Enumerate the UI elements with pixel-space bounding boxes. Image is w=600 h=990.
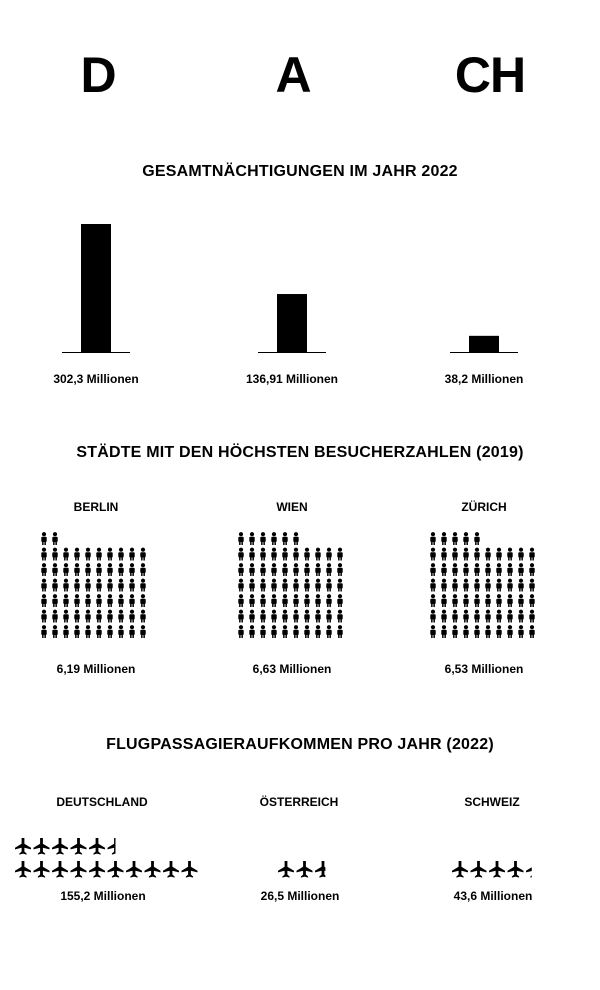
person-icon [74, 625, 79, 638]
person-icon [107, 548, 112, 561]
airplane-icon [108, 861, 124, 878]
person-icon [107, 563, 112, 576]
person-icon [430, 532, 435, 545]
person-icon [496, 548, 501, 561]
person-icon [507, 610, 512, 623]
plane-group-schweiz [452, 861, 542, 878]
person-icon [326, 625, 331, 638]
person-icon [238, 548, 243, 561]
person-icon [518, 610, 523, 623]
person-icon [474, 548, 479, 561]
person-icon [260, 532, 265, 545]
person-icon [140, 548, 145, 561]
airplane-icon [297, 861, 313, 878]
bar-ch [469, 336, 499, 352]
person-icon [441, 594, 446, 607]
person-icon [315, 579, 320, 592]
person-icon [304, 610, 309, 623]
bar-value-label-a: 136,91 Millionen [245, 372, 339, 386]
city-visitors-title: STÄDTE MIT DEN HÖCHSTEN BESUCHERZAHLEN (2019) [76, 444, 524, 461]
airplane-icon [471, 861, 487, 878]
person-icon [74, 548, 79, 561]
person-icon [496, 625, 501, 638]
person-icon [140, 579, 145, 592]
person-icon [507, 579, 512, 592]
person-icon [452, 548, 457, 561]
person-icon [293, 579, 298, 592]
person-icon [129, 563, 134, 576]
person-icon [518, 563, 523, 576]
person-icon [118, 610, 123, 623]
airplane-icon [89, 861, 105, 878]
person-icon [337, 548, 342, 561]
person-icon [96, 579, 101, 592]
person-icon [282, 532, 287, 545]
overnight-stays-title: GESAMTNÄCHTIGUNGEN IM JAHR 2022 [142, 163, 458, 180]
person-icon [326, 610, 331, 623]
person-icon [41, 594, 46, 607]
person-icon [441, 548, 446, 561]
person-icon [474, 579, 479, 592]
person-icon [507, 594, 512, 607]
flight-value-label-deutschland: 155,2 Millionen [60, 889, 146, 903]
person-icon [129, 548, 134, 561]
person-icon [271, 594, 276, 607]
person-icon [52, 563, 57, 576]
person-icon [271, 548, 276, 561]
person-icon [52, 579, 57, 592]
person-icon [74, 610, 79, 623]
airplane-icon [15, 861, 31, 878]
flight-value-label-schweiz: 43,6 Millionen [453, 889, 533, 903]
person-icon [315, 548, 320, 561]
city-value-label-zurich: 6,53 Millionen [444, 662, 524, 676]
person-icon [63, 610, 68, 623]
person-icon [85, 594, 90, 607]
person-icon [85, 610, 90, 623]
airplane-icon [489, 861, 505, 878]
person-icon [304, 548, 309, 561]
bar-a [277, 294, 307, 352]
country-heading-a: A [275, 47, 311, 103]
plane-group-österreich [278, 861, 331, 878]
person-icon [452, 625, 457, 638]
person-icon [518, 548, 523, 561]
airplane-icon [508, 861, 524, 878]
person-icon [96, 610, 101, 623]
person-icon [249, 625, 254, 638]
person-icon [337, 579, 342, 592]
person-icon [304, 625, 309, 638]
person-icon [507, 563, 512, 576]
airplane-icon [52, 861, 68, 878]
airplane-icon [163, 861, 179, 878]
person-icon [474, 532, 479, 545]
person-icon [41, 579, 46, 592]
bar-d [81, 224, 111, 352]
airplane-icon [15, 838, 31, 855]
person-icon [238, 532, 243, 545]
person-icon [452, 563, 457, 576]
person-icon [52, 610, 57, 623]
person-icon [52, 548, 57, 561]
person-icon [118, 594, 123, 607]
people-group-wien [238, 532, 342, 638]
person-icon [518, 625, 523, 638]
person-icon [107, 594, 112, 607]
person-icon [260, 563, 265, 576]
person-icon [107, 579, 112, 592]
person-icon [485, 579, 490, 592]
country-heading-ch: CH [454, 47, 526, 103]
people-group-zürich [430, 532, 534, 638]
person-icon [529, 579, 534, 592]
person-icon [260, 594, 265, 607]
person-icon [107, 625, 112, 638]
person-icon [41, 563, 46, 576]
person-icon [271, 610, 276, 623]
person-icon [63, 548, 68, 561]
city-label-zurich: ZÜRICH [461, 500, 507, 514]
person-icon [326, 579, 331, 592]
person-icon [293, 610, 298, 623]
airplane-icon [71, 838, 87, 855]
person-icon [41, 548, 46, 561]
person-icon [238, 563, 243, 576]
person-icon [107, 610, 112, 623]
person-icon [271, 563, 276, 576]
person-icon [507, 548, 512, 561]
person-icon [452, 594, 457, 607]
person-icon [85, 579, 90, 592]
person-icon [463, 625, 468, 638]
person-icon [293, 594, 298, 607]
person-icon [260, 579, 265, 592]
person-icon [463, 563, 468, 576]
person-icon [260, 625, 265, 638]
person-icon [496, 563, 501, 576]
person-icon [96, 594, 101, 607]
airplane-icon [71, 861, 87, 878]
airplane-icon [52, 838, 68, 855]
person-icon [129, 594, 134, 607]
person-icon [430, 563, 435, 576]
person-icon [52, 625, 57, 638]
city-visitors-pictogram [0, 532, 600, 657]
person-icon [452, 532, 457, 545]
person-icon [238, 579, 243, 592]
country-label-deutschland: DEUTSCHLAND [56, 795, 148, 809]
overnight-stays-bar-chart [0, 210, 600, 370]
person-icon [249, 563, 254, 576]
airplane-icon [126, 861, 142, 878]
person-icon [430, 594, 435, 607]
person-icon [63, 563, 68, 576]
person-icon [441, 579, 446, 592]
person-icon [304, 563, 309, 576]
person-icon [474, 610, 479, 623]
person-icon [529, 610, 534, 623]
person-icon [463, 610, 468, 623]
person-icon [118, 579, 123, 592]
person-icon [315, 610, 320, 623]
person-icon [304, 594, 309, 607]
flight-value-label-oesterreich: 26,5 Millionen [260, 889, 340, 903]
person-icon [463, 532, 468, 545]
person-icon [63, 625, 68, 638]
flight-passengers-title: FLUGPASSAGIERAUFKOMMEN PRO JAHR (2022) [106, 736, 494, 753]
person-icon [315, 625, 320, 638]
person-icon [85, 563, 90, 576]
person-icon [238, 594, 243, 607]
person-icon [518, 579, 523, 592]
person-icon [293, 532, 298, 545]
airplane-icon [182, 861, 198, 878]
person-icon [315, 563, 320, 576]
person-icon [249, 579, 254, 592]
airplane-icon [34, 861, 50, 878]
airplane-icon [145, 861, 161, 878]
person-icon [41, 625, 46, 638]
city-label-berlin: BERLIN [73, 500, 119, 514]
person-icon [63, 594, 68, 607]
country-label-schweiz: SCHWEIZ [464, 795, 520, 809]
person-icon [249, 610, 254, 623]
person-icon [249, 532, 254, 545]
person-icon [496, 594, 501, 607]
airplane-icon [315, 861, 331, 878]
person-icon [140, 594, 145, 607]
person-icon [140, 563, 145, 576]
city-value-label-berlin: 6,19 Millionen [56, 662, 136, 676]
person-icon [315, 594, 320, 607]
city-value-label-wien: 6,63 Millionen [252, 662, 332, 676]
person-icon [282, 625, 287, 638]
person-icon [474, 563, 479, 576]
person-icon [271, 532, 276, 545]
person-icon [140, 625, 145, 638]
person-icon [249, 548, 254, 561]
person-icon [485, 625, 490, 638]
person-icon [337, 594, 342, 607]
person-icon [496, 579, 501, 592]
person-icon [52, 532, 57, 545]
person-icon [63, 579, 68, 592]
person-icon [260, 610, 265, 623]
person-icon [441, 625, 446, 638]
airplane-icon [452, 861, 468, 878]
flight-passengers-pictogram [0, 834, 600, 884]
person-icon [52, 594, 57, 607]
airplane-icon [526, 861, 542, 878]
person-icon [430, 579, 435, 592]
person-icon [474, 594, 479, 607]
person-icon [293, 625, 298, 638]
person-icon [326, 563, 331, 576]
person-icon [140, 610, 145, 623]
city-label-wien: WIEN [276, 500, 308, 514]
bar-value-label-d: 302,3 Millionen [53, 372, 139, 386]
person-icon [529, 563, 534, 576]
person-icon [518, 594, 523, 607]
person-icon [441, 610, 446, 623]
person-icon [74, 594, 79, 607]
person-icon [282, 548, 287, 561]
person-icon [507, 625, 512, 638]
person-icon [463, 579, 468, 592]
person-icon [96, 563, 101, 576]
person-icon [304, 579, 309, 592]
person-icon [118, 548, 123, 561]
person-icon [238, 625, 243, 638]
airplane-icon [89, 838, 105, 855]
person-icon [282, 579, 287, 592]
person-icon [337, 610, 342, 623]
airplane-icon [34, 838, 50, 855]
person-icon [129, 579, 134, 592]
country-heading-d: D [80, 47, 116, 103]
person-icon [271, 625, 276, 638]
person-icon [129, 625, 134, 638]
person-icon [293, 563, 298, 576]
person-icon [282, 563, 287, 576]
person-icon [41, 532, 46, 545]
people-group-berlin [41, 532, 145, 638]
person-icon [441, 563, 446, 576]
person-icon [430, 548, 435, 561]
airplane-icon [108, 838, 124, 855]
person-icon [337, 625, 342, 638]
person-icon [496, 610, 501, 623]
person-icon [74, 563, 79, 576]
person-icon [326, 548, 331, 561]
airplane-icon [278, 861, 294, 878]
person-icon [96, 548, 101, 561]
person-icon [85, 548, 90, 561]
person-icon [485, 563, 490, 576]
person-icon [452, 579, 457, 592]
person-icon [41, 610, 46, 623]
person-icon [118, 563, 123, 576]
person-icon [249, 594, 254, 607]
person-icon [293, 548, 298, 561]
person-icon [474, 625, 479, 638]
person-icon [463, 594, 468, 607]
person-icon [452, 610, 457, 623]
person-icon [118, 625, 123, 638]
person-icon [271, 579, 276, 592]
person-icon [441, 532, 446, 545]
plane-group-deutschland [15, 838, 198, 878]
person-icon [337, 563, 342, 576]
person-icon [238, 610, 243, 623]
person-icon [463, 548, 468, 561]
person-icon [430, 610, 435, 623]
country-label-oesterreich: ÖSTERREICH [259, 795, 339, 809]
person-icon [326, 594, 331, 607]
bar-value-label-ch: 38,2 Millionen [444, 372, 524, 386]
person-icon [260, 548, 265, 561]
person-icon [282, 610, 287, 623]
person-icon [85, 625, 90, 638]
person-icon [430, 625, 435, 638]
person-icon [485, 594, 490, 607]
person-icon [529, 594, 534, 607]
person-icon [129, 610, 134, 623]
person-icon [96, 625, 101, 638]
person-icon [485, 610, 490, 623]
person-icon [529, 548, 534, 561]
person-icon [282, 594, 287, 607]
person-icon [529, 625, 534, 638]
person-icon [74, 579, 79, 592]
person-icon [485, 548, 490, 561]
